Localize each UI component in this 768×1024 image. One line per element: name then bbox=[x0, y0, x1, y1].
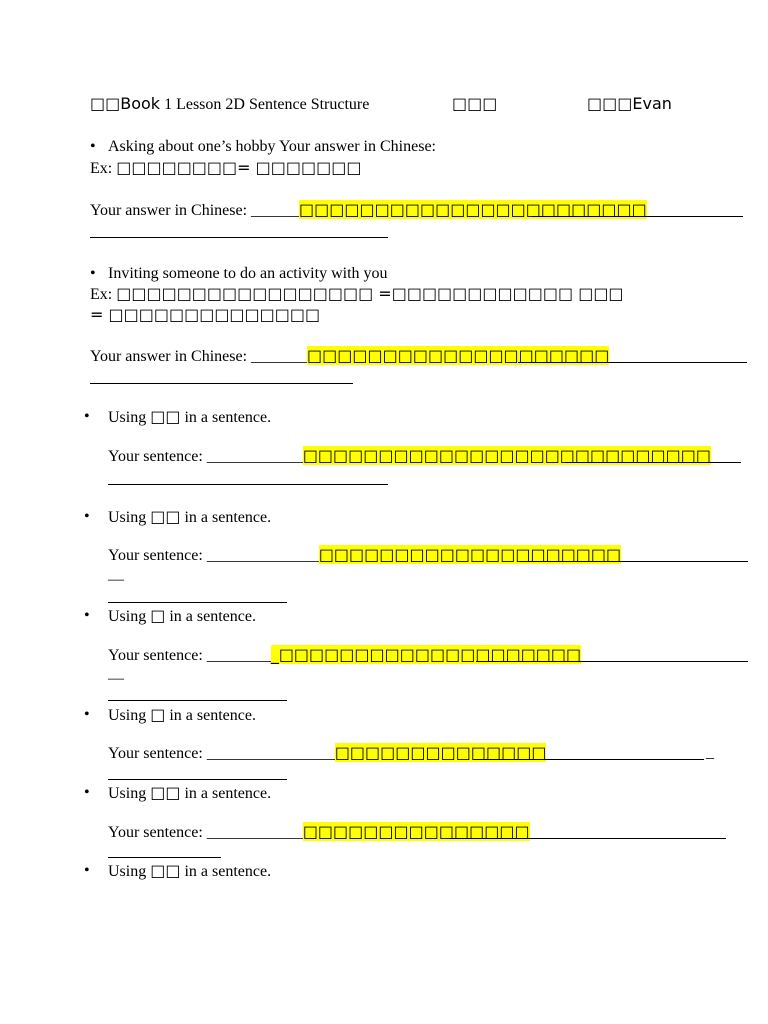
bullet-icon: • bbox=[84, 862, 90, 879]
sentence-underline bbox=[108, 484, 388, 485]
bullet-icon: • bbox=[84, 784, 90, 801]
sentence-underline bbox=[474, 759, 704, 760]
sentence-label: Your sentence: bbox=[108, 547, 207, 564]
section1-example bbox=[90, 158, 361, 179]
section1-title: Asking about one’s hobby Your answer in Chinese: bbox=[108, 138, 436, 155]
target-word: □□ bbox=[150, 861, 181, 880]
trailing-underscore: _ bbox=[706, 744, 714, 761]
section2-example bbox=[90, 284, 624, 305]
example-label: Ex: bbox=[90, 160, 117, 177]
using-word-prompt: Using □ in a sentence. bbox=[108, 705, 256, 724]
using-word-prompt: Using □□ in a sentence. bbox=[108, 407, 272, 426]
bullet-icon: • bbox=[90, 265, 96, 282]
using-word-prompt: Using □□ in a sentence. bbox=[108, 507, 272, 526]
sentence-lead: ________ bbox=[206, 647, 271, 664]
example-text: □□□□□□□□□□□□□□□□□ =□□□□□□□□□□□□ □□□ bbox=[116, 284, 624, 303]
example-text: □□□□□□□□= □□□□□□□ bbox=[116, 158, 362, 177]
target-word: □□ bbox=[150, 407, 181, 426]
header-name-field bbox=[587, 94, 672, 114]
sentence-underline bbox=[108, 700, 287, 701]
answer-underline bbox=[90, 383, 353, 384]
sentence-underline bbox=[450, 838, 726, 839]
target-word: □□ bbox=[150, 783, 181, 802]
header-line bbox=[90, 94, 369, 115]
target-word: □ bbox=[150, 705, 166, 724]
header-mid: □□□ bbox=[452, 94, 498, 113]
sentence-answer bbox=[108, 822, 530, 843]
answer-underline bbox=[532, 216, 743, 217]
bullet-icon: • bbox=[84, 607, 90, 624]
section2-example-cont: = □□□□□□□□□□□□□□ bbox=[90, 305, 321, 324]
sentence-text[interactable]: □□□□□□□□□□□□□□□□□□□□ bbox=[318, 545, 622, 564]
answer-lead: _______ bbox=[251, 348, 308, 365]
header-book: Book bbox=[120, 94, 161, 113]
sentence-underline bbox=[108, 779, 287, 780]
answer-underline bbox=[90, 237, 388, 238]
bullet-icon: • bbox=[90, 138, 96, 155]
sentence-underline bbox=[565, 462, 741, 463]
sentence-label: Your sentence: bbox=[108, 647, 207, 664]
sentence-lead: ____________ bbox=[206, 824, 303, 841]
sentence-text[interactable]: □□□□□□□□□□□□□□□□□□□□□□□□□□□ bbox=[302, 446, 711, 465]
using-word-prompt: Using □□ in a sentence. bbox=[108, 861, 272, 880]
student-name: Evan bbox=[632, 94, 672, 113]
bullet-icon: • bbox=[84, 508, 90, 525]
sentence-answer bbox=[108, 446, 711, 467]
sentence-text[interactable]: □□□□□□□□□□□□□□□ bbox=[302, 822, 530, 841]
answer-text[interactable]: □□□□□□□□□□□□□□□□□□□□□□□ bbox=[299, 200, 647, 219]
sentence-label: Your sentence: bbox=[108, 824, 207, 841]
sentence-underline bbox=[108, 857, 221, 858]
sentence-lead: ________________ bbox=[206, 745, 335, 762]
target-word: □□ bbox=[150, 507, 181, 526]
sentence-answer bbox=[108, 545, 621, 566]
sentence-underline bbox=[108, 602, 287, 603]
answer-lead: ______ bbox=[251, 202, 300, 219]
answer-text[interactable]: □□□□□□□□□□□□□□□□□□□□ bbox=[307, 346, 610, 365]
sentence-lead: ______________ bbox=[206, 547, 319, 564]
section2-title: Inviting someone to do an activity with you bbox=[108, 265, 388, 282]
sentence-underline bbox=[476, 661, 748, 662]
bullet-icon: • bbox=[84, 706, 90, 723]
sentence-label: Your sentence: bbox=[108, 745, 207, 762]
sentence-underline bbox=[520, 561, 748, 562]
sentence-text[interactable]: □□□□□□□□□□□□□□ bbox=[334, 743, 547, 762]
header-prefix: □□ bbox=[90, 94, 121, 113]
section1-answer bbox=[90, 200, 647, 221]
example-label: Ex: bbox=[90, 286, 117, 303]
sentence-text[interactable]: _□□□□□□□□□□□□□□□□□□□□ bbox=[270, 645, 582, 664]
answer-label: Your answer in Chinese: bbox=[90, 348, 252, 365]
bullet-icon: • bbox=[84, 408, 90, 425]
trailing-dash: — bbox=[108, 670, 124, 687]
section2-answer bbox=[90, 346, 609, 367]
sentence-answer bbox=[108, 645, 581, 666]
trailing-dash: — bbox=[108, 571, 124, 588]
answer-label: Your answer in Chinese: bbox=[90, 202, 252, 219]
sentence-lead: ____________ bbox=[206, 448, 303, 465]
target-word: □ bbox=[150, 606, 166, 625]
sentence-answer bbox=[108, 743, 546, 764]
header-lesson: 1 Lesson 2D Sentence Structure bbox=[160, 96, 370, 113]
sentence-label: Your sentence: bbox=[108, 448, 207, 465]
using-word-prompt: Using □□ in a sentence. bbox=[108, 783, 272, 802]
header-name-label: □□□ bbox=[587, 94, 633, 113]
using-word-prompt: Using □ in a sentence. bbox=[108, 606, 256, 625]
answer-underline bbox=[518, 362, 747, 363]
